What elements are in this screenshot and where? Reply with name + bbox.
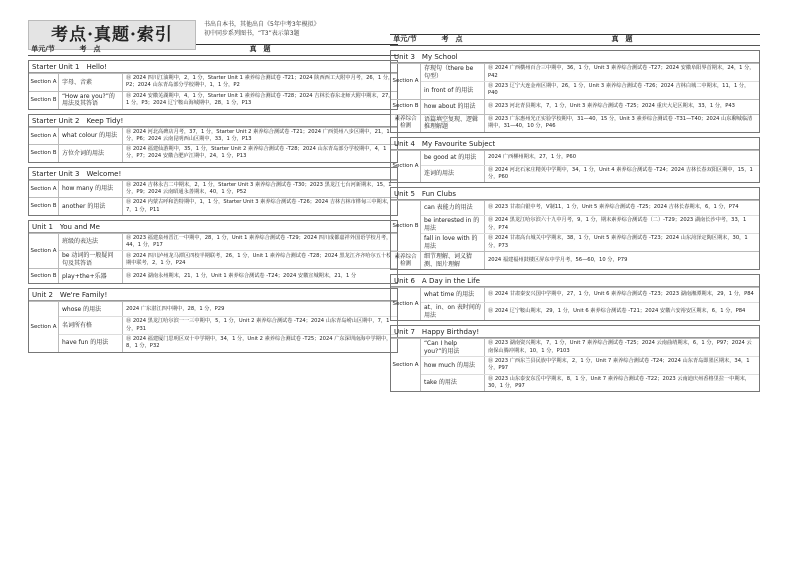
- section-block: [29, 197, 397, 215]
- exam-question-ref: ⑱ 2024 甘肃秦安兴国中学期中，27，1 分，Unit 6 素养综合测试卷 -T23；2023 湖南湘潭期末，29，1 分，P84: [488, 291, 754, 298]
- section-block: [29, 73, 397, 91]
- knowledge-point: what colour 的用法: [59, 128, 123, 145]
- section-block: [29, 268, 397, 283]
- section-block: [391, 150, 759, 183]
- table-row: [421, 64, 759, 81]
- exam-question-ref: ⑱ 2023 广西东兰县民族中学期末，2，1 分，Unit 7 素养综合测试卷 -T24；2024 山东青岛即墨区期末，34，1 分，P97: [488, 358, 750, 372]
- exam-question-ref: ⑱ 2023 山东泰安东岳中学期末，8，1 分，Unit 7 素养综合测试卷 -T22；2023 云南迪庆州香格里拉一中期末，30，1 分，P97: [488, 375, 750, 389]
- section-label: Section A: [391, 339, 421, 391]
- header-note-line: 书出自本书，其他出自《5年中考3年模拟》: [204, 21, 320, 28]
- section-label: Section A: [29, 181, 59, 198]
- exam-question-ref: ⑱ 2023 甘肃白银中考，V制11，1 分，Unit 5 素养综合测试卷 -T25；2024 吉林长春期末，6，1 分，P74: [488, 204, 739, 211]
- unit-block: [390, 187, 760, 270]
- unit-title: Starter Unit 2 Keep Tidy!: [29, 115, 397, 127]
- section-label: Section A: [29, 128, 59, 145]
- table-row: [421, 288, 759, 302]
- table-row: [59, 92, 397, 109]
- section-label: Section A: [29, 234, 59, 269]
- unit-block: [28, 288, 398, 352]
- exam-question-ref: ⑱ 2024 四川泸州龙马潭区四校半期联考，26，1 分，Unit 1 素养综合测试卷 -T28；2024 黑龙江齐齐哈尔五十校期中联考，2，1 分，P24: [126, 252, 392, 266]
- section-block: [391, 200, 759, 251]
- knowledge-point: “How are you?”的用法及其答语: [59, 92, 123, 109]
- unit-block: [390, 274, 760, 321]
- section-label: Section B: [29, 198, 59, 215]
- knowledge-point: whose 的用法: [59, 302, 123, 316]
- table-row: [59, 74, 397, 91]
- section-rows: [59, 269, 397, 283]
- section-rows: [421, 100, 759, 114]
- table-row: [421, 233, 759, 251]
- knowledge-point: how about 的用法: [421, 100, 485, 114]
- table-row: [421, 100, 759, 114]
- section-label: 素养综合检测: [391, 115, 421, 132]
- knowledge-point: play+the+乐器: [59, 269, 123, 283]
- knowledge-point: fall in love with 的用法: [421, 234, 485, 251]
- exam-question-ref: ⑱ 2024 甘肃高台城关中学期末，38，1 分，Unit 5 素养综合测试卷 -T23；2024 山东菏泽定陶区期末，30，1 分，P73: [488, 235, 748, 249]
- section-rows: [421, 64, 759, 99]
- section-rows: [59, 74, 397, 91]
- exam-question-ref: ⑱ 2024 福建厦门思明区双十中学期中，34，1 分，Unit 2 素养综合测试卷 -T25；2024 广东深圳南海中学期中，8，1 分，P32: [126, 335, 392, 350]
- table-row: [421, 356, 759, 374]
- section-label: Section A: [391, 64, 421, 99]
- section-label: 素养综合检测: [391, 252, 421, 269]
- section-rows: [421, 151, 759, 183]
- exam-question-ref: ⑱ 2024 河北石家庄精英中学期中，34，1 分，Unit 4 素养综合测试卷 -T24；2024 吉林长春双阳区期中，15，1 分，P60: [488, 166, 753, 180]
- table-row: [59, 198, 397, 215]
- table-row: [421, 201, 759, 215]
- knowledge-point: what time 的用法: [421, 288, 485, 302]
- column-header-question: 真 题: [249, 45, 271, 54]
- exam-question-ref: ⑱ 2024 内蒙古呼和浩特期中，1，1 分，Starter Unit 3 素养综合测试卷 -T26；2024 吉林吉林市桦甸三中期末，7，1 分，P11: [126, 199, 393, 213]
- knowledge-point: 方位介词的用法: [59, 145, 123, 162]
- exam-question-ref: 2024 广东湛江四中期中，28，1 分，P29: [126, 305, 225, 312]
- exam-question-ref: ⑱ 2024 河北高碑店月考，37，1 分，Starter Unit 2 素养综合测试卷 -T21；2024 广西贺州八步区期中，21，1 分，P6；2024 云南昆明西山区期中，33，1 分，P13: [126, 128, 390, 142]
- section-label: Section A: [29, 74, 59, 91]
- section-label: Section B: [391, 100, 421, 114]
- section-block: [29, 144, 397, 162]
- table-row: [59, 334, 397, 352]
- unit-title: Unit 3 My School: [391, 51, 759, 63]
- knowledge-point: 字母、音素: [59, 74, 123, 91]
- exam-question-ref: ⑱ 2024 辽宁鞍山期末，29，1 分，Unit 6 素养综合测试卷 -T21；2024 安徽六安裕安区期末，6，1 分，P84: [488, 307, 746, 314]
- exam-question-ref: ⑱ 2024 福建仙游期中，35，1 分，Starter Unit 2 素养综合测试卷 -T28；2024 山东青岛部分学校期中，4，1 分，P7；2024 安徽合肥庐江期中，24，1 分，P13: [126, 146, 387, 160]
- section-label: Section B: [29, 92, 59, 109]
- unit-title: Unit 5 Fun Clubs: [391, 188, 759, 200]
- unit-title: Unit 1 You and Me: [29, 221, 397, 233]
- knowledge-point: be good at 的用法: [421, 151, 485, 165]
- section-rows: [421, 201, 759, 251]
- table-row: [59, 250, 397, 268]
- knowledge-point: 细节理解、词义猜测、图片理解: [421, 252, 485, 269]
- knowledge-point: another 的用法: [59, 198, 123, 215]
- knowledge-point: have fun 的用法: [59, 335, 123, 352]
- exam-question-ref: ⑱ 2024 黑龙江哈尔滨六十九中月考，9，1 分，期末素养综合测试卷（二）-T29；2023 湖南长沙中考，33，1 分，P74: [488, 217, 747, 231]
- section-label: Section A: [29, 302, 59, 351]
- exam-question-ref: ⑱ 2024 吉林永吉二中期末，2，1 分，Starter Unit 3 素养综合测试卷 -T30；2023 黑龙江七台河新期末，15，1 分，P9；2024 云南昭通永善期末，40，1 分，P52: [126, 181, 392, 195]
- exam-question-ref: 2024 广西柳州期末，27，1 分，P60: [488, 153, 577, 160]
- exam-question-ref: ⑱ 2024 黑龙江哈尔滨一一三中期中，5，1 分，Unit 2 素养综合测试卷 -T24；2024 山东青岛崂山区期中，7，1 分，P31: [126, 318, 390, 332]
- knowledge-point: “Can I help you?”的用法: [421, 339, 485, 356]
- table-row: [59, 145, 397, 162]
- unit-title: Unit 2 We're Family!: [29, 289, 397, 301]
- table-row: [59, 181, 397, 198]
- knowledge-point: at、in、on 表时间的用法: [421, 303, 485, 320]
- section-rows: [59, 302, 397, 351]
- section-rows: [59, 181, 397, 198]
- section-rows: [59, 92, 397, 109]
- unit-block: [28, 220, 398, 285]
- knowledge-point: 连词的用法: [421, 166, 485, 183]
- table-row: [59, 302, 397, 316]
- column-header-unit: 单元/节: [31, 45, 55, 54]
- knowledge-point: how much 的用法: [421, 357, 485, 374]
- table-row: [421, 115, 759, 132]
- unit-block: [390, 137, 760, 184]
- unit-title: Starter Unit 3 Welcome!: [29, 168, 397, 180]
- table-row: [421, 81, 759, 99]
- section-block: [29, 91, 397, 109]
- section-label: Section B: [29, 145, 59, 162]
- knowledge-point: 存现句（there be 句型）: [421, 64, 485, 81]
- exam-question-ref: ⑱ 2024 广西横州百合三中期中，36，1 分，Unit 3 素养综合测试卷 -T27；2024 安徽阜阳界首期末，24，1 分，P42: [488, 65, 755, 79]
- section-block: [29, 127, 397, 145]
- column-header-unit: 单元/节: [393, 35, 417, 44]
- knowledge-point: be 动词的一般疑问句及其答语: [59, 251, 123, 268]
- section-rows: [59, 128, 397, 145]
- section-block: [391, 251, 759, 269]
- exam-question-ref: ⑱ 2023 河北青县期末，7，1 分，Unit 3 素养综合测试卷 -T25；2024 重庆大足区期末，33，1 分，P43: [488, 102, 735, 109]
- left-unit-list: [28, 60, 398, 353]
- knowledge-point: 班级的表达法: [59, 234, 123, 251]
- knowledge-point: 名词所有格: [59, 317, 123, 334]
- column-header-point: 考 点: [441, 35, 463, 44]
- unit-block: [28, 114, 398, 163]
- exam-question-ref: ⑱ 2024 安徽芜湖期中，4，1 分，Starter Unit 1 素养综合测试卷 -T28；2024 吉林长春东北师大附中期末，27，1 分，P3；2024 辽宁鞍山海城期中，28，1 分，P13: [126, 92, 394, 107]
- unit-block: [28, 167, 398, 216]
- exam-question-ref: ⑱ 2024 四川江油期中，2，1 分，Starter Unit 1 素养综合测试卷 -T21；2024 陕西西工大附中月考，26，1 分，P2；2024 山东青岛部分学校期中，1，1 分，P2: [126, 75, 394, 89]
- section-block: [29, 180, 397, 198]
- column-header: [390, 34, 760, 46]
- header-note-line: 初中同步系列图书，“T3”表示第3题: [204, 30, 300, 38]
- exam-question-ref: ⑱ 2023 福建泉州晋江一中期中，28，1 分，Unit 1 素养综合测试卷 -T29；2024 四川成都嘉祥外国语学校月考，44，1 分，P17: [126, 234, 392, 249]
- exam-question-ref: ⑱ 2023 辽宁大连金州区期中，26，1 分，Unit 3 素养综合测试卷 -T26；2024 吉林白城二中期末，11，1 分，P40: [488, 83, 750, 97]
- section-block: [391, 287, 759, 320]
- title-row: [28, 0, 398, 44]
- unit-block: [390, 50, 760, 133]
- table-row: [421, 252, 759, 269]
- column-header-point: 考 点: [79, 45, 101, 54]
- column-header-question: 真 题: [611, 35, 633, 44]
- unit-block: [390, 325, 760, 392]
- table-row: [421, 165, 759, 183]
- section-rows: [421, 288, 759, 320]
- table-row: [421, 302, 759, 320]
- unit-title: Unit 7 Happy Birthday!: [391, 326, 759, 338]
- exam-question-ref: ⑱ 2024 湖南永州期末，21，1 分，Unit 1 素养综合测试卷 -T24；2024 安徽宣城期末，21，1 分: [126, 272, 357, 279]
- section-label: Section B: [29, 269, 59, 283]
- section-rows: [59, 198, 397, 215]
- section-block: [391, 99, 759, 114]
- knowledge-point: how many 的用法: [59, 181, 123, 198]
- table-row: [59, 128, 397, 145]
- right-column: [390, 0, 760, 392]
- right-unit-list: [390, 50, 760, 392]
- table-row: [421, 339, 759, 356]
- section-block: [29, 301, 397, 351]
- knowledge-point: be interested in 的用法: [421, 216, 485, 233]
- section-block: [391, 114, 759, 132]
- knowledge-point: in front of 的用法: [421, 82, 485, 99]
- unit-block: [28, 60, 398, 110]
- knowledge-point: take 的用法: [421, 375, 485, 392]
- left-column: [28, 0, 398, 353]
- exam-question-ref: ⑱ 2023 广东惠州光正实验学校期中，31—40，15 分，Unit 3 素养综合测试卷 -T31—T40；2024 山东聊城临清期中，31—40，10 分，P46: [488, 115, 753, 130]
- section-label: Section A: [391, 288, 421, 320]
- column-header: [28, 44, 398, 56]
- table-row: [59, 269, 397, 283]
- section-rows: [421, 252, 759, 269]
- knowledge-point: can 表能力的用法: [421, 201, 485, 215]
- index-title: 考点·真题·索引: [28, 20, 196, 50]
- unit-title: Starter Unit 1 Hello!: [29, 61, 397, 73]
- table-row: [421, 374, 759, 392]
- table-row: [59, 234, 397, 251]
- section-block: [29, 233, 397, 269]
- table-row: [421, 151, 759, 165]
- exam-question-ref: 2024 福建福州鼓楼区屏东中学月考，56—60，10 分，P79: [488, 256, 628, 263]
- exam-question-ref: ⑱ 2023 湖南资兴期末，7，1 分，Unit 7 素养综合测试卷 -T25；2024 云南曲靖期末，6，1 分，P97；2024 云南保山腾冲期末，10，1 分，P103: [488, 340, 752, 354]
- knowledge-point: 语篇填空复现、逻辑推理解题: [421, 115, 485, 132]
- section-label: Section A: [391, 151, 421, 183]
- table-row: [421, 215, 759, 233]
- unit-title: Unit 6 A Day in the Life: [391, 275, 759, 287]
- section-rows: [59, 234, 397, 269]
- unit-title: Unit 4 My Favourite Subject: [391, 138, 759, 150]
- right-spacer: [390, 0, 760, 34]
- table-row: [59, 316, 397, 334]
- section-rows: [421, 115, 759, 132]
- section-label: Section B: [391, 201, 421, 251]
- section-block: [391, 338, 759, 391]
- section-rows: [421, 339, 759, 391]
- section-block: [391, 63, 759, 99]
- section-rows: [59, 145, 397, 162]
- header-note: [204, 20, 384, 39]
